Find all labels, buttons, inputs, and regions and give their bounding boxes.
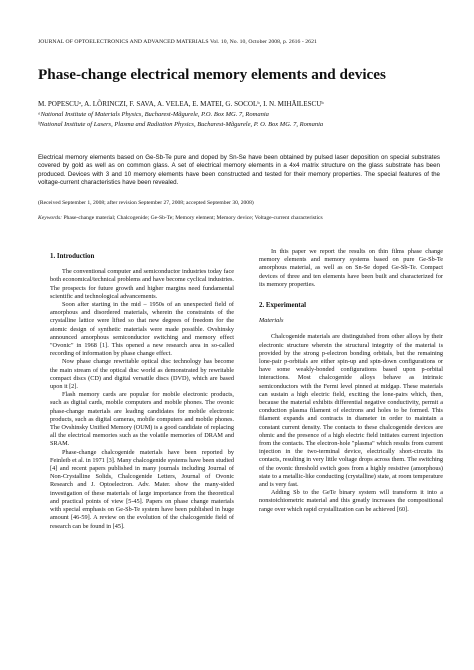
keywords-line	[38, 215, 448, 221]
affiliation-b: ᵇNational Institute of Lasers, Plasma and Radiation Physics, Bucharest-Mãgurele, P. O. Box MG. 7, Romania	[38, 121, 324, 128]
right-column	[259, 248, 443, 514]
spacer	[259, 289, 443, 302]
paper-title: Phase-change electrical memory elements and devices	[38, 66, 386, 83]
paragraph: The conventional computer and semiconductor industries today face both economical/technical problems and have become cyclical industries. The prospects for future growth and higher margins need fundamental scientific and technological advancements.	[50, 268, 234, 300]
paragraph: Adding Sb to the GeTe binary system will transform it into a nonstoichiometric material and this greatly increases the compositional range over which rapid crystallization can be achieved [60].	[259, 489, 443, 513]
abstract: Electrical memory elements based on Ge-Sb-Te pure and doped by Sn-Se have been obtained by pulsed laser deposition on special substrates covered by gold as well as on common glass. A set of electrical memory elements in a 4x4 matrix structure on the glass substrate has been produced. Devices with 3 and 10 memory elements have been constructed and tested for their memory properties. The special features of the voltage-current characteristics have been revealed.	[38, 154, 440, 186]
paragraph: Phase-change chalcogenide materials have been reported by Feinleib et al. in 1971 [3]. Many chalcogenide systems have been studied [4] and recent papers published in many journals including Journal of Non-Crystalline Solids, Chalcogenide Letters, Journal of Ovonic Research and J. Optoelectron. Adv. Mater. show the many-sided investigation of these materials of large importance from the theoretical and practical points of view [5-45]. Papers on phase change materials with special emphasis on Ge-Sb-Te system have been published in huge amount [46-59]. A review on the evolution of the chalcogenide field of research can be found in [45].	[50, 448, 234, 530]
left-column	[50, 253, 234, 531]
paragraph: Flash memory cards are popular for mobile electronic products, such as digital cards, mobile computers and mobile phones. The ovonic phase-change materials are leading candidates for mobile electronic products, such as digital cameras, mobile computers and mobile phones. The Ovshinsky Unified Memory (OUM) is a good candidate of replacing all the electrical memories such as the volatile memories of DRAM and SRAM.	[50, 391, 234, 448]
paragraph: Now phase change rewritable optical disc technology has become the main stream of the optical disc world as demonstrated by rewritable compact discs (CD) and digital versatile discs (DVD), which are based upon it [2].	[50, 358, 234, 391]
received-dates: (Received September 1, 2008; after revision September 27, 2008; accepted September 30, 2008)	[38, 200, 254, 206]
paragraph: In this paper we report the results on thin films phase change memory elements and memory systems based on pure Ge-Sb-Te amorphous material, as well as on Sn-Se doped Ge-Sb-Te. Compact devices of three and ten elements have been built and characterized for its memory properties.	[259, 248, 443, 288]
section-heading-experimental: 2. Experimental	[259, 302, 307, 310]
keywords-text: Phase-change material; Chalcogenide; Ge-Sb-Te; Memory element; Memory device; Voltage-current characteristics	[63, 215, 323, 221]
author-list: M. POPESCUᵃ, A. LÕRINCZI, F. SAVA, A. VELEA, E. MATEI, G. SOCOLᵇ, I. N. MIHÃILESCUᵇ	[38, 100, 324, 108]
paragraph: Chalcogenide materials are distinguished from other alloys by their electronic structure wherein the structural integrity of the material is provided by the strong p-electron bonding orbitals, but the remaining lone-pair p-orbitals are either spin-up and spin-down configurations or have some weakly-bonded configurations based upon p-orbital interactions. Most chalcogenide alloys behave as intrinsic semiconductors with the Fermi level pinned at midgap. These materials can sustain a high electric field, exciting the lone-pairs which, then, because the material exhibits differential negative conductivity, permit a conduction plasma filament of electrons and holes to be formed. This filament expands and contracts in diameter in order to maintain a constant current density. The contacts to these chalcogenide devices are ohmic and the presence of a high electric field initiates current injection from the contacts. The electron-hole "plasma" which results from current injection in the two-terminal device, electrically short-circuits its contacts, resulting in very little voltage drops across them. The switching of the ovonic threshold switch goes from a highly resistive (amorphous) state to a metallic-like conducting (crystalline) state, at room temperature and is very fast.	[259, 333, 443, 489]
section-heading-introduction: 1. Introduction	[50, 253, 95, 260]
paragraph: Soon after starting in the mid – 1950s of an unexpected field of amorphous and disordered materials, wherein the constraints of the crystalline lattice were lifted so that new degrees of freedom for the atomic design of synthetic materials were made possible. Ovshinsky announced amorphous semiconductor switching and memory effect "Ovonic" in 1968 [1]. This opened a new research area in so-called recording of information by phase change effect.	[50, 301, 234, 358]
journal-header: JOURNAL OF OPTOELECTRONICS AND ADVANCED MATERIALS Vol. 10, No. 10, October 2008, p. 2616 - 2621	[38, 39, 317, 45]
subsection-heading-materials: Materials	[259, 317, 284, 325]
keywords-label: Keywords:	[38, 215, 63, 221]
affiliation-a: ᵃNational Institute of Materials Physics, Bucharest-Mãgurele, P.O. Box MG. 7, Romania	[38, 111, 269, 118]
